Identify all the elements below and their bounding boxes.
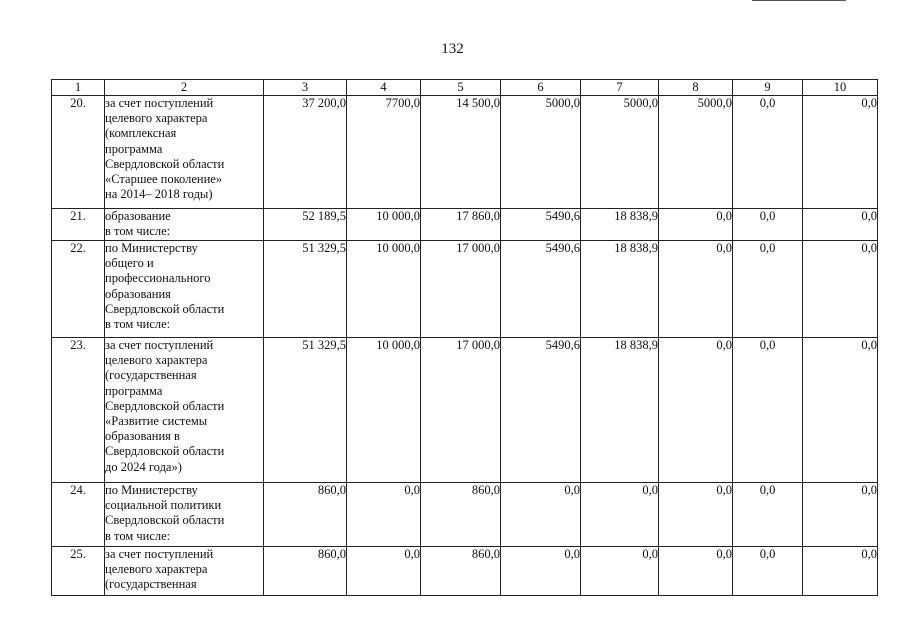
column-header: 7 [581, 80, 659, 96]
value-cell: 0,0 [803, 338, 878, 483]
value-cell: 5000,0 [659, 96, 733, 209]
row-description [105, 547, 264, 596]
budget-table [51, 79, 878, 596]
value-cell: 5490,6 [501, 338, 581, 483]
table-row [52, 483, 878, 547]
value-cell: 0,0 [501, 483, 581, 547]
row-description [105, 209, 264, 241]
value-cell: 860,0 [421, 547, 501, 596]
column-header: 9 [733, 80, 803, 96]
value-cell: 0,0 [501, 547, 581, 596]
column-header: 2 [105, 80, 264, 96]
value-cell: 0,0 [347, 483, 421, 547]
table-body [52, 96, 878, 596]
column-header: 5 [421, 80, 501, 96]
row-description-text: за счет поступлений целевого характера (государственная программа Свердловской области «Развитие системы образования в Свердловской области до 2024 года») [105, 338, 225, 474]
column-header: 6 [501, 80, 581, 96]
value-cell: 0,0 [803, 547, 878, 596]
value-cell: 0,0 [659, 547, 733, 596]
value-cell: 0,0 [733, 338, 803, 483]
row-number: 20. [52, 96, 105, 209]
value-cell: 7700,0 [347, 96, 421, 209]
value-cell: 0,0 [803, 209, 878, 241]
column-header: 3 [264, 80, 347, 96]
column-header: 10 [803, 80, 878, 96]
value-cell: 5000,0 [581, 96, 659, 209]
value-cell: 17 860,0 [421, 209, 501, 241]
value-cell: 0,0 [347, 547, 421, 596]
value-cell: 0,0 [581, 547, 659, 596]
row-description-text: за счет поступлений целевого характера (государственная [105, 547, 214, 592]
value-cell: 51 329,5 [264, 241, 347, 338]
value-cell: 52 189,5 [264, 209, 347, 241]
value-cell: 18 838,9 [581, 241, 659, 338]
table-header [52, 80, 878, 96]
value-cell: 10 000,0 [347, 209, 421, 241]
table-row [52, 547, 878, 596]
column-header: 4 [347, 80, 421, 96]
row-description [105, 96, 264, 209]
value-cell: 0,0 [733, 241, 803, 338]
value-cell: 0,0 [803, 96, 878, 209]
row-number: 22. [52, 241, 105, 338]
value-cell: 5490,6 [501, 209, 581, 241]
value-cell: 18 838,9 [581, 209, 659, 241]
value-cell: 10 000,0 [347, 241, 421, 338]
value-cell: 860,0 [264, 547, 347, 596]
value-cell: 0,0 [733, 547, 803, 596]
row-number: 21. [52, 209, 105, 241]
table-row [52, 96, 878, 209]
value-cell: 17 000,0 [421, 338, 501, 483]
row-description-text: по Министерству общего и профессионального образования Свердловской области в том числе: [105, 241, 225, 332]
column-header: 8 [659, 80, 733, 96]
value-cell: 37 200,0 [264, 96, 347, 209]
value-cell: 860,0 [421, 483, 501, 547]
value-cell: 51 329,5 [264, 338, 347, 483]
value-cell: 5000,0 [501, 96, 581, 209]
table-row [52, 209, 878, 241]
column-number-row [52, 80, 878, 96]
row-description-text: за счет поступлений целевого характера (комплексная программа Свердловской области «Старшее поколение» на 2014– 2018 годы) [105, 96, 225, 202]
page-number: 132 [441, 41, 464, 57]
value-cell: 0,0 [581, 483, 659, 547]
row-number: 24. [52, 483, 105, 547]
value-cell: 14 500,0 [421, 96, 501, 209]
row-description-text: по Министерству социальной политики Свердловской области в том числе: [105, 483, 225, 543]
value-cell: 5490,6 [501, 241, 581, 338]
value-cell: 18 838,9 [581, 338, 659, 483]
value-cell: 0,0 [659, 338, 733, 483]
table-row [52, 241, 878, 338]
row-description [105, 241, 264, 338]
value-cell: 0,0 [733, 209, 803, 241]
table-row [52, 338, 878, 483]
row-number: 23. [52, 338, 105, 483]
value-cell: 0,0 [659, 483, 733, 547]
row-number: 25. [52, 547, 105, 596]
header-rule [752, 0, 846, 1]
value-cell: 0,0 [659, 241, 733, 338]
value-cell: 17 000,0 [421, 241, 501, 338]
value-cell: 0,0 [803, 241, 878, 338]
value-cell: 0,0 [733, 483, 803, 547]
column-header: 1 [52, 80, 105, 96]
value-cell: 10 000,0 [347, 338, 421, 483]
value-cell: 0,0 [803, 483, 878, 547]
value-cell: 0,0 [733, 96, 803, 209]
value-cell: 860,0 [264, 483, 347, 547]
value-cell: 0,0 [659, 209, 733, 241]
row-description-text: образование в том числе: [105, 209, 171, 239]
row-description [105, 338, 264, 483]
row-description [105, 483, 264, 547]
